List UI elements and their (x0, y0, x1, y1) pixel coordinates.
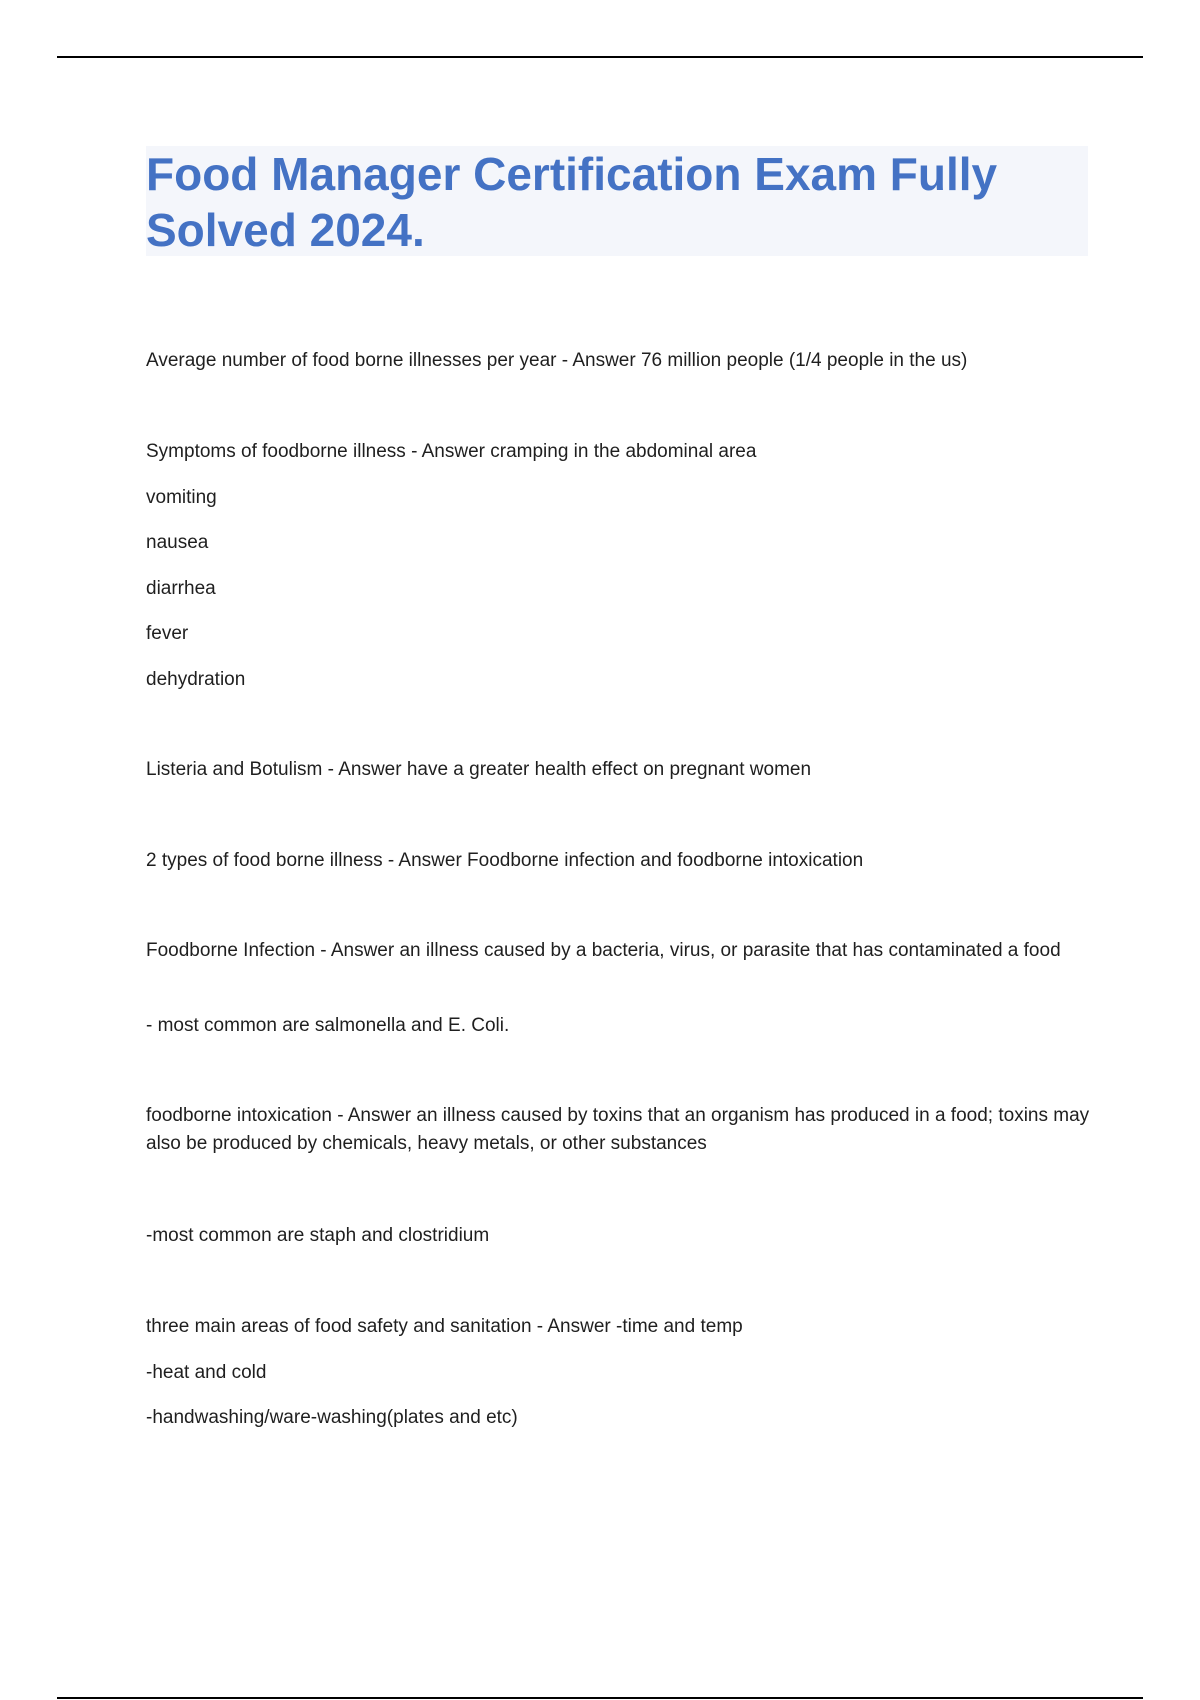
document-title: Food Manager Certification Exam Fully Solved 2024. (146, 148, 998, 256)
qa-line: Foodborne Infection - Answer an illness caused by a bacteria, virus, or parasite that has contaminated a food (146, 940, 1061, 961)
qa-line: Listeria and Botulism - Answer have a greater health effect on pregnant women (146, 759, 812, 780)
answer-item: fever (146, 623, 189, 644)
answer-item: - most common are salmonella and E. Coli. (146, 1015, 510, 1036)
qa-line: Average number of food borne illnesses per year - Answer 76 million people (1/4 people in the us) (146, 350, 968, 371)
bottom-rule (57, 1697, 1143, 1699)
title-box (146, 146, 1088, 256)
qa-line: three main areas of food safety and sanitation - Answer -time and temp (146, 1316, 743, 1337)
answer-item: dehydration (146, 669, 246, 690)
answer-item: vomiting (146, 487, 217, 508)
qa-line: Symptoms of foodborne illness - Answer cramping in the abdominal area (146, 441, 757, 462)
top-rule (57, 56, 1143, 58)
qa-line: 2 types of food borne illness - Answer Foodborne infection and foodborne intoxication (146, 850, 864, 871)
answer-item: -handwashing/ware-washing(plates and etc) (146, 1407, 518, 1428)
answer-item: -heat and cold (146, 1362, 267, 1383)
answer-item: diarrhea (146, 578, 216, 599)
answer-item: -most common are staph and clostridium (146, 1225, 490, 1246)
answer-item: nausea (146, 532, 209, 553)
qa-line: foodborne intoxication - Answer an illness caused by toxins that an organism has produced in a food; toxins may also be produced by chemicals, heavy metals, or other substances (146, 1105, 1090, 1154)
